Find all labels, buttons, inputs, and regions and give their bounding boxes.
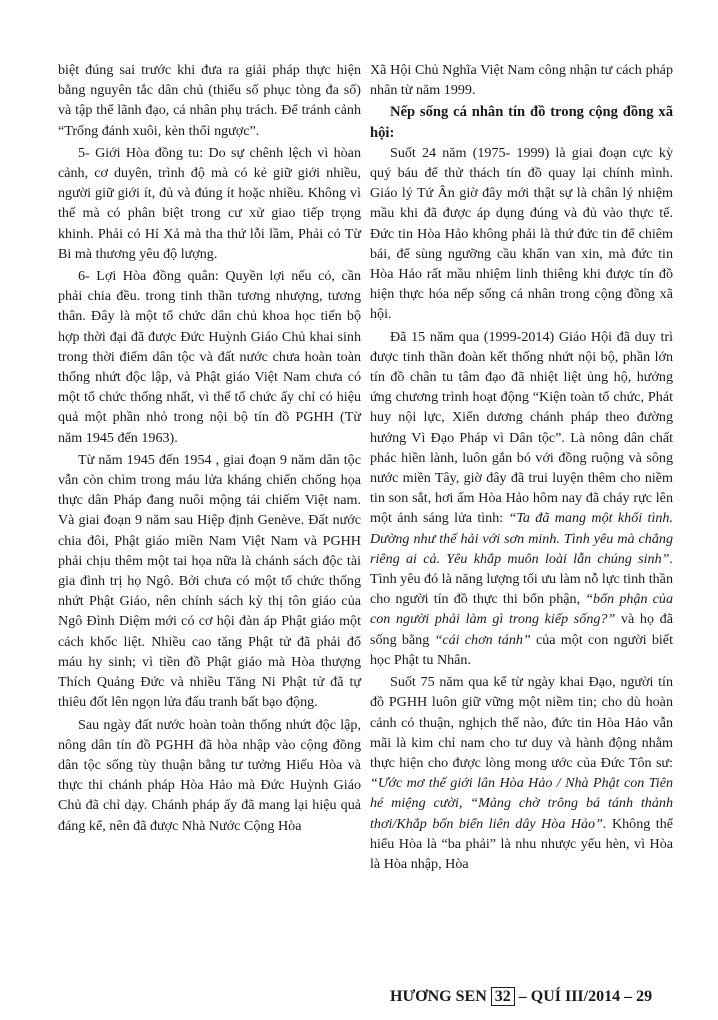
- paragraph: 5- Giới Hòa đồng tu: Do sự chênh lệch vì hòan cảnh, cơ duyên, trình độ mà có kẻ giữ giới nhiều, người giữ giới ít, đủ và đúng ít hoặc nhiều. Không vì thế mà có phân biệt trong cư xử giao tiếp trọng khinh. Phải có Hỉ Xả mà tha thứ lỗi lầm, Phải có Từ Bi mà thương yêu độ lượng.: [58, 144, 361, 262]
- paragraph: 6- Lợi Hòa đồng quân: Quyền lợi nếu có, cần phải chia đều. trong tinh thần tương nhượng, tương thân. Đây là một tổ chức dân chủ khoa học tiến bộ hợp thời đại đã được Đức Huỳnh Giáo Chủ khai sinh trong thời điểm dân tộc và đất nước chưa hoàn toàn thống nhứt độc lập, và Phật giáo Việt Nam chưa có một tổ chức thống nhất, vì thế tổ chức ấy chỉ có hiệu quả một phần nhỏ trong nội bộ tín đồ PGHH (Từ năm 1945 đến 1963).: [58, 268, 361, 446]
- italic-quote: “Ước mơ thế giới lân Hòa Hảo / Nhà Phật con Tiên hé miệng cười, “Mảng chờ trông bá tánh thảnh thơi/Khắp bốn biển liên dây Hòa Hảo”.: [370, 775, 673, 832]
- page-number-box: 32: [491, 987, 515, 1006]
- paragraph: biệt đúng sai trước khi đưa ra giải pháp thực hiện bằng nguyên tắc dân chủ (thiểu số phục tòng đa số) và tập thể lãnh đạo, cá nhân phụ trách. Để tránh cảnh “Trống đánh xuôi, kèn thổi ngược”.: [58, 62, 361, 139]
- text-run: Suốt 75 năm qua kể từ ngày khai Đạo, người tín đồ PGHH luôn giữ vững một niềm tin; cho dù hoàn cảnh có thuận, nghịch thế nào, đức tin Hòa Hảo vẫn mãi là kim chỉ nam cho tư duy và hành động nhằm thực hiện cho được lòng mong ước của Đức Tôn sư:: [370, 674, 673, 771]
- paragraph: Suốt 24 năm (1975- 1999) là giai đoạn cực kỳ quý báu để thử thách tín đồ quay lại chính mình. Giáo lý Tứ Ân giờ đây mới thật sự là chân lý nhiệm mầu khi đã được áp dụng đúng và đủ vào thực tế. Đức tin Hòa Hảo không phải là thứ đức tin để chiêm bái, để sùng ngưỡng cầu khẩn van xin, mà đức tin Hòa Hảo rất mầu nhiệm linh thiêng khi được tín đồ hiện thực hóa nếp sống cá nhân trong cộng đồng xã hội.: [370, 144, 673, 323]
- paragraph: [370, 327, 673, 670]
- text-run: Không thể hiểu Hòa là “ba phải” là nhu nhược yếu hèn, vì Hòa là Hòa nhập, Hòa: [370, 815, 673, 872]
- text-run: và họ đã sống bằng: [370, 611, 673, 648]
- magazine-name: HƯƠNG SEN: [390, 988, 487, 1005]
- italic-quote: “Ta đã mang một khối tình. Dường như thế hải với sơn minh. Tình yêu mà chẳng riêng ai cả. Yêu khắp muôn loài lẫn chúng sinh”.: [370, 510, 673, 567]
- paragraph: Xã Hội Chủ Nghĩa Việt Nam công nhận tư cách pháp nhân từ năm 1999.: [370, 62, 673, 99]
- right-column: [370, 60, 673, 876]
- page-footer: [390, 987, 670, 1006]
- text-run: Tình yêu đó là năng lượng tối ưu làm nỗ lực tinh thần cho người tín đồ thực thi bổn phận,: [370, 571, 673, 608]
- paragraph: Sau ngày đất nước hoàn toàn thống nhứt độc lập, nông dân tín đồ PGHH đã hòa nhập vào cộng đồng dân tộc sống tùy thuận bằng tư tưởng Hiếu Hòa và thực thi chánh pháp Hòa Hảo mà Đức Huỳnh Giáo Chủ đã chỉ dạy. Chánh pháp ấy đã mang lại hiệu quả đáng kể, nên đã được Nhà Nước Cộng Hòa: [58, 716, 361, 834]
- italic-quote: “bổn phận của con người phải làm gì trong kiếp sống?”: [370, 591, 673, 628]
- paragraph: [370, 672, 673, 874]
- section-heading: Nếp sống cá nhân tín đồ trong cộng đồng xã hội:: [370, 104, 673, 141]
- text-run: của một con người biết học Phật tu Nhân.: [370, 631, 673, 668]
- text-run: Đã 15 năm qua (1999-2014) Giáo Hội đã duy trì được tinh thần đoàn kết thống nhứt nội bộ, phần lớn tín đồ chân tu tâm đạo đã nhiệt liệt ủng hộ, hưởng ứng chương trình hoạt động “Kiện toàn tổ chức, Phát huy nội lực, Xiển dương chánh pháp theo đường hướng Vì Đạo Pháp vì Dân tộc”. Là nông dân chất phác hiền lành, luôn gắn bó với đồng ruộng và sông nước miền Tây, giờ đây đã trui luyện thêm cho niềm tin son sắt, hơi ấm Hòa Hảo hôm nay đã cháy rực lên một ánh sáng lửa tình:: [370, 328, 673, 527]
- paragraph: Từ năm 1945 đến 1954 , giai đoạn 9 năm dân tộc vẫn còn chìm trong máu lửa kháng chiến chống họa thực dân Pháp đang nuôi mộng tái chiếm Việt nam. Và giai đoạn 9 năm sau Hiệp định Genève. Đất nước chia đôi, Phật giáo miền Nam Việt Nam và PGHH phải chịu thêm một tai họa nữa là chánh sách độc tài gia đình trị họ Ngô. Bởi chưa có một tổ chức thống nhứt Phật Giáo, nên chính sách kỳ thị tôn giáo của Ngô Đình Diệm mới có cơ hội đàn áp Phật giáo một cách khốc liệt. Nhiều cao tăng Phật tử đã phải đổ máu hy sinh; vì tiền đồ Phật giáo mà Hòa thượng Thích Quảng Đức và nhiều Tăng Ni Phật tử đã tự thiêu đốt lên ngọn lửa đấu tranh bất bạo động.: [58, 451, 361, 711]
- left-column: [58, 60, 361, 838]
- issue-info: – QUÍ III/2014 – 29: [518, 988, 653, 1005]
- italic-quote: “cái chơn tánh”: [434, 631, 531, 648]
